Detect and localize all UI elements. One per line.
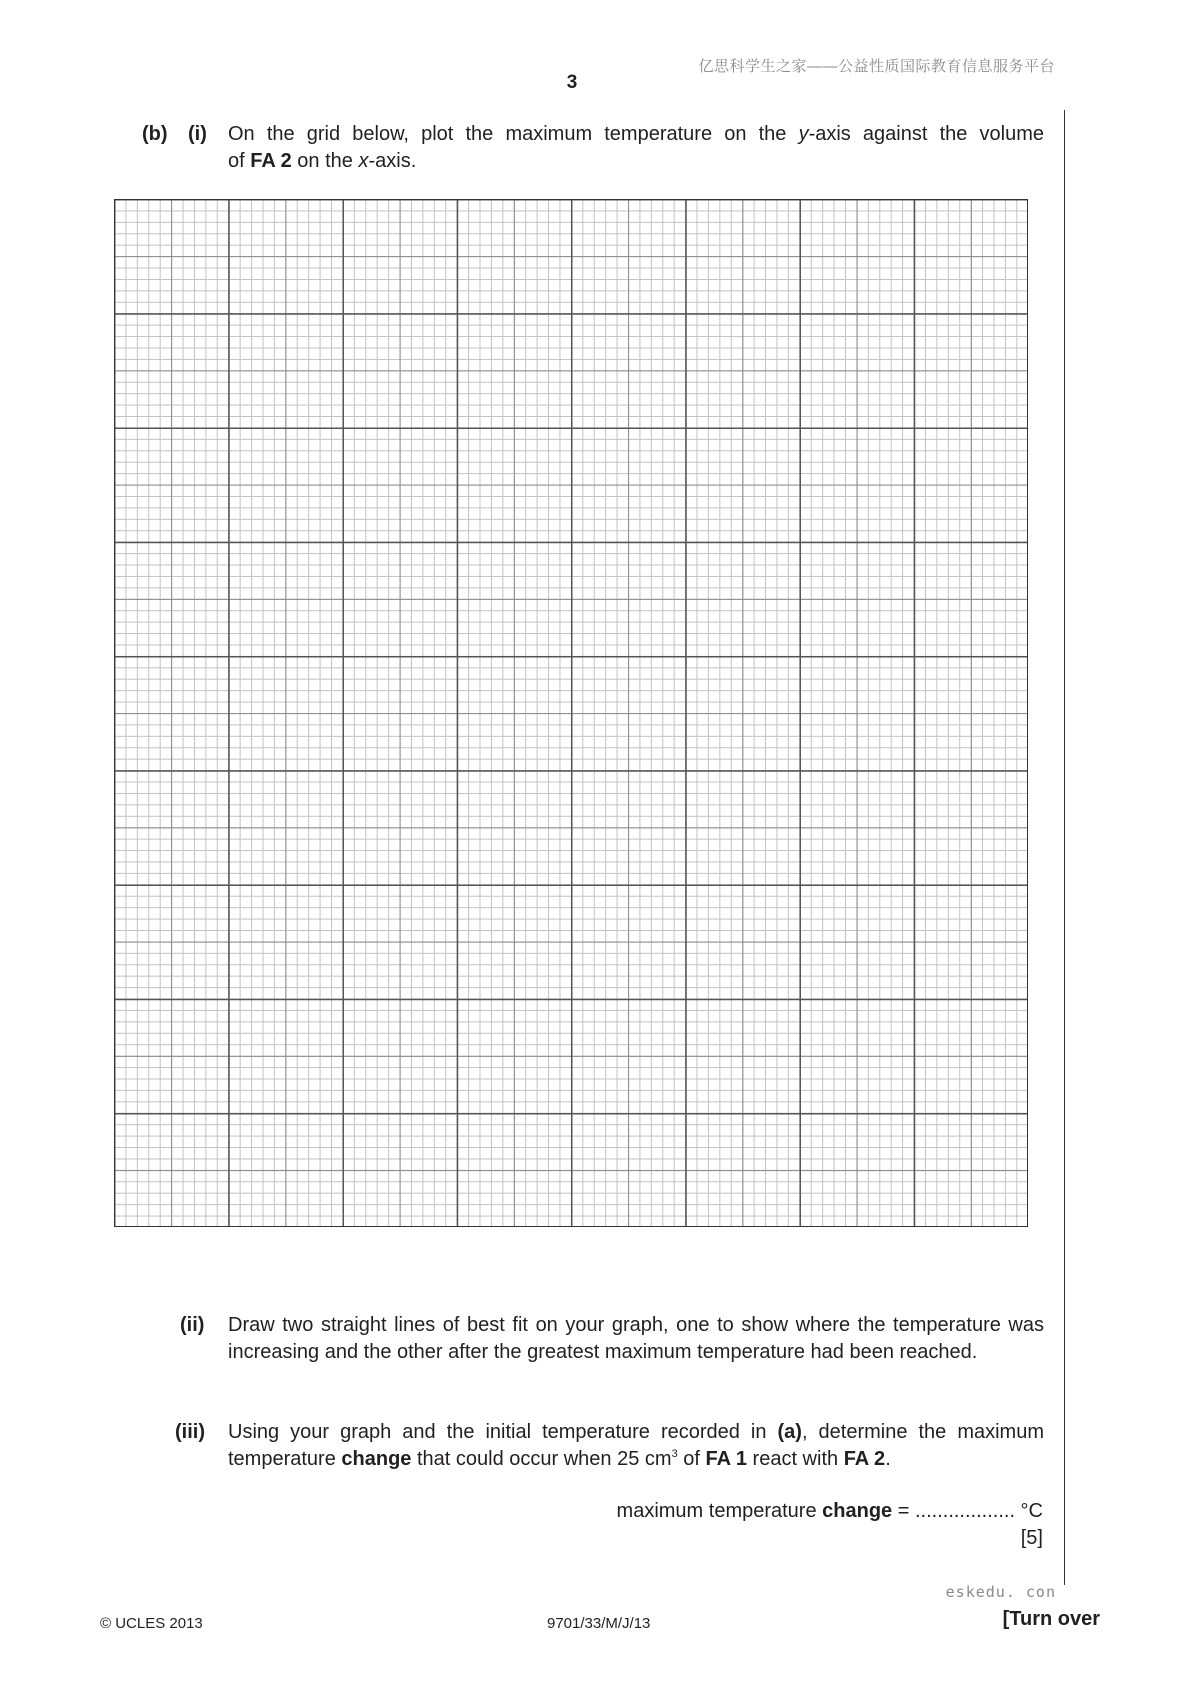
margin-line [1064,110,1065,1585]
text-fragment: of [228,150,251,172]
text-fragment: of [677,1448,706,1470]
x-variable: x [358,150,369,172]
question-b-i-line-1 [228,121,1044,148]
text-fragment: On the grid below, plot the maximum temperature on the [228,123,799,145]
answer-line[interactable] [617,1500,1043,1523]
text-fragment: -axis. [368,150,417,172]
text-fragment: react with [746,1448,844,1470]
question-b-iii-text [228,1419,1044,1473]
part-a-reference: (a) [777,1421,802,1443]
text-fragment: that could occur when 25 cm [411,1448,672,1470]
turn-over-label: [Turn over [1002,1608,1100,1630]
text-fragment: Using your graph and the initial temperature recorded in [228,1421,778,1443]
fa1-label: FA 1 [705,1448,747,1470]
question-b-ii-text: Draw two straight lines of best fit on your graph, one to show where the temperature was increasing and the other after the greatest maximum temperature had been reached. [228,1314,1044,1363]
copyright: © UCLES 2013 [100,1615,203,1632]
answer-blank[interactable]: = .................. °C [892,1500,1043,1522]
part-label-b: (b) [142,123,168,145]
answer-prefix: maximum temperature [616,1500,823,1522]
text-fragment: -axis against the volume [808,123,1044,145]
question-b-iii-line-1 [228,1419,1044,1446]
header-watermark: 亿思科学生之家——公益性质国际教育信息服务平台 [698,58,1055,75]
text-fragment: . [885,1448,891,1470]
change-emphasis: change [341,1448,412,1470]
text-fragment: on the [291,150,359,172]
y-variable: y [798,123,809,145]
question-b-i-line-2 [228,148,1044,175]
sub-label-ii: (ii) [180,1314,205,1336]
text-fragment: temperature [228,1448,342,1470]
superscript-3: 3 [671,1448,678,1460]
question-b-iii-line-2 [228,1446,1044,1473]
paper-code: 9701/33/M/J/13 [547,1615,651,1632]
fa2-label: FA 2 [843,1448,886,1470]
footer-watermark: eskedu. con [945,1583,1056,1601]
marks-total: [5] [1020,1527,1043,1549]
fa2-label: FA 2 [250,150,292,172]
question-b-i-text [228,121,1044,175]
text-fragment: , determine the maximum [801,1421,1044,1443]
sub-label-iii: (iii) [175,1421,205,1443]
answer-change-emphasis: change [822,1500,893,1522]
sub-label-i: (i) [188,123,207,145]
graph-paper-grid[interactable] [114,199,1028,1227]
page-number: 3 [566,72,578,93]
